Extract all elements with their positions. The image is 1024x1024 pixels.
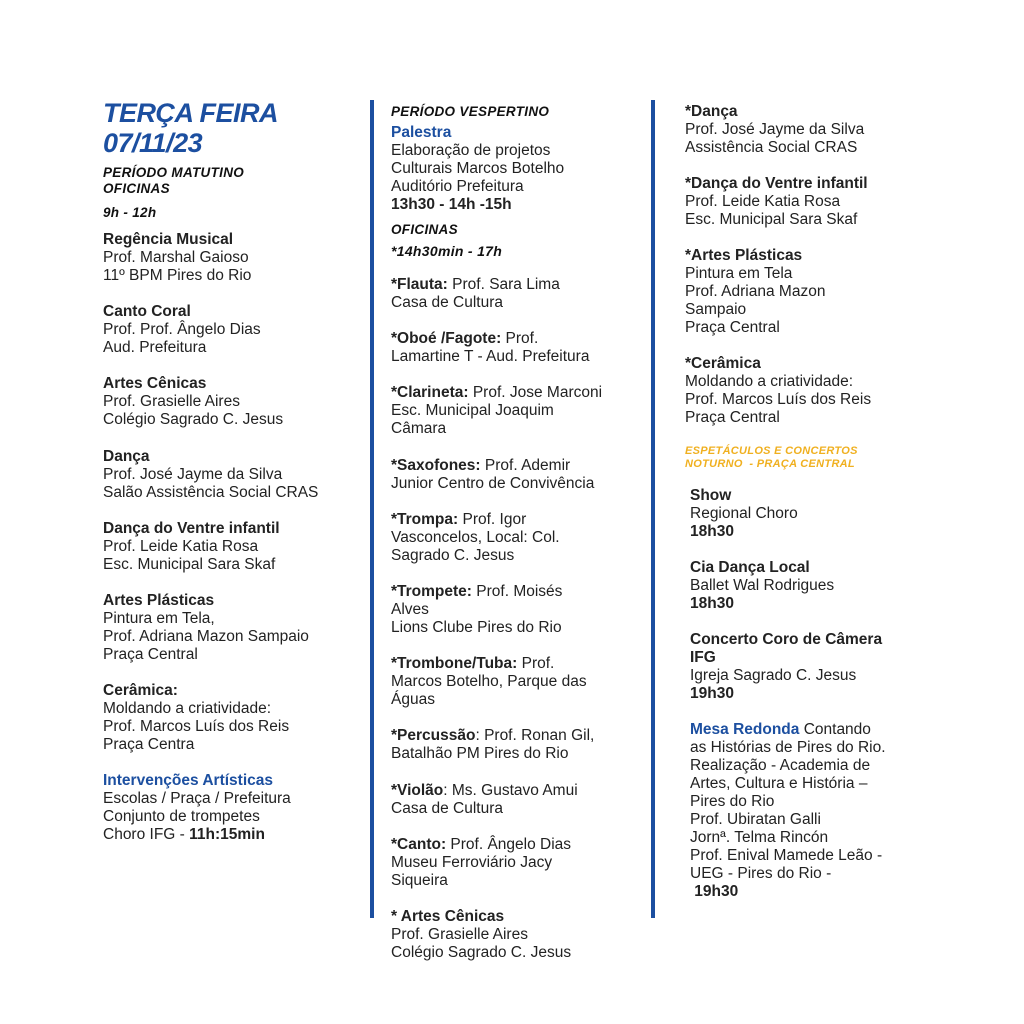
text-line (391, 457, 594, 475)
text-line: *Trompa: (391, 511, 459, 528)
text-line: Cerâmica: (103, 682, 178, 699)
text-line: Dança (103, 448, 150, 465)
text-line: Prof. Moisés (471, 583, 563, 600)
afternoon-item (391, 511, 560, 565)
text-line (391, 276, 560, 294)
text-line: Lions Clube Pires do Rio (391, 619, 562, 636)
text-line: 18h30 (690, 595, 734, 612)
text-line: *Oboé /Fagote: (391, 330, 502, 347)
text-line: Realização - Academia de (690, 757, 871, 774)
text-line: Culturais Marcos Botelho (391, 160, 565, 177)
text-line (391, 655, 587, 673)
text-line: Prof. Ademir (480, 457, 571, 474)
show-item (690, 487, 798, 541)
text-line: 18h30 (690, 523, 734, 540)
text-line: *Cerâmica (685, 355, 761, 372)
text-line: Esc. Municipal Sara Skaf (685, 211, 858, 228)
text-line (103, 826, 291, 844)
text-line: Prof. Grasielle Aires (391, 926, 528, 943)
artistic-interventions (103, 772, 291, 844)
text-line: Praça Central (685, 319, 780, 336)
text-line: Moldando a criatividade: (685, 373, 854, 390)
text-line: Prof. Adriana Mazon Sampaio (103, 628, 309, 645)
column-divider-right (651, 100, 655, 918)
text-line: Cia Dança Local (690, 559, 810, 576)
shows-heading-line1: ESPETÁCULOS E CONCERTOS (685, 445, 858, 457)
afternoon-item (391, 908, 571, 962)
text-line: Choro IFG - (103, 826, 190, 843)
text-line: Esc. Municipal Sara Skaf (103, 556, 276, 573)
day-title: TERÇA FEIRA (103, 98, 278, 128)
text-line: Prof. Grasielle Aires (103, 393, 240, 410)
text-line: Prof. Leide Katia Rosa (103, 538, 259, 555)
text-line: : Ms. Gustavo Amui (443, 782, 578, 799)
text-line: *Percussão (391, 727, 476, 744)
morning-item (103, 448, 318, 502)
text-line: *Artes Plásticas (685, 247, 803, 264)
afternoon-item (391, 330, 589, 366)
text-line: Prof. Enival Mamede Leão - (690, 847, 883, 864)
text-line: 11º BPM Pires do Rio (103, 267, 252, 284)
text-line: Prof. Igor (458, 511, 527, 528)
text-line (391, 782, 578, 800)
text-line: Pires do Rio (690, 793, 775, 810)
text-line: 19h30 (690, 685, 734, 702)
text-line: Colégio Sagrado C. Jesus (103, 411, 284, 428)
text-line: Assistência Social CRAS (685, 139, 858, 156)
text-line: : Prof. Ronan Gil, (475, 727, 595, 744)
text-line: Escolas / Praça / Prefeitura (103, 790, 291, 807)
text-line (391, 511, 560, 529)
afternoon-item (391, 782, 578, 818)
morning-item (103, 520, 280, 574)
text-line: *Trompete: (391, 583, 472, 600)
text-line: Prof. José Jayme da Silva (685, 121, 865, 138)
text-line: Casa de Cultura (391, 800, 504, 817)
show-item (690, 631, 882, 703)
text-line: *Clarineta: (391, 384, 469, 401)
text-line: Moldando a criatividade: (103, 700, 272, 717)
text-line: Artes Cênicas (103, 375, 207, 392)
column-divider-left (370, 100, 374, 918)
text-line (391, 330, 589, 348)
text-line: Igreja Sagrado C. Jesus (690, 667, 857, 684)
afternoon-workshops-label: OFICINAS (391, 222, 458, 237)
afternoon-item (391, 836, 571, 890)
date-title: 07/11/23 (103, 128, 203, 158)
text-line: IFG (690, 649, 716, 666)
afternoon-item (391, 583, 562, 637)
text-line: 11h:15min (189, 826, 265, 843)
text-line: * Artes Cênicas (391, 908, 505, 925)
text-line: Pintura em Tela, (103, 610, 215, 627)
afternoon-item (391, 655, 587, 709)
text-line: *Trombone/Tuba: (391, 655, 518, 672)
text-line: Prof. Adriana Mazon (685, 283, 826, 300)
text-line: Siqueira (391, 872, 448, 889)
text-line: Contando (799, 721, 871, 738)
workshop-item (685, 247, 825, 337)
morning-workshops-label: OFICINAS (103, 181, 170, 196)
text-line: Artes Plásticas (103, 592, 215, 609)
text-line: Prof. Marcos Luís dos Reis (103, 718, 290, 735)
text-line: Artes, Cultura e História – (690, 775, 868, 792)
text-line: Intervenções Artísticas (103, 772, 274, 789)
afternoon-item (391, 276, 560, 312)
text-line: Águas (391, 691, 435, 708)
text-line (391, 583, 562, 601)
morning-time: 9h - 12h (103, 205, 157, 220)
morning-period-label: PERÍODO MATUTINO (103, 165, 245, 180)
text-line: Aud. Prefeitura (103, 339, 207, 356)
text-line (690, 721, 886, 739)
text-line: Prof. Leide Katia Rosa (685, 193, 841, 210)
morning-item (103, 682, 289, 754)
text-line: Colégio Sagrado C. Jesus (391, 944, 572, 961)
text-line: Prof. José Jayme da Silva (103, 466, 283, 483)
text-line: Batalhão PM Pires do Rio (391, 745, 569, 762)
text-line: *Dança (685, 103, 738, 120)
text-line: Prof. Marcos Luís dos Reis (685, 391, 872, 408)
text-line: 19h30 (690, 883, 739, 900)
text-line: Vasconcelos, Local: Col. (391, 529, 560, 546)
text-line: Mesa Redonda (690, 721, 800, 738)
text-line: Esc. Municipal Joaquim (391, 402, 554, 419)
text-line: *Canto: (391, 836, 447, 853)
text-line: Regional Choro (690, 505, 798, 522)
text-line: Auditório Prefeitura (391, 178, 524, 195)
text-line: Museu Ferroviário Jacy (391, 854, 553, 871)
workshop-item (685, 175, 868, 229)
morning-item (103, 592, 309, 664)
text-line: Conjunto de trompetes (103, 808, 260, 825)
text-line: Concerto Coro de Câmera (690, 631, 883, 648)
text-line: Salão Assistência Social CRAS (103, 484, 319, 501)
text-line: Canto Coral (103, 303, 191, 320)
text-line: Prof. Sara Lima (447, 276, 560, 293)
text-line: Jornª. Telma Rincón (690, 829, 829, 846)
text-line: Prof. Ubiratan Galli (690, 811, 821, 828)
text-line (391, 727, 594, 745)
text-line: UEG - Pires do Rio - (690, 865, 832, 882)
text-line: *Flauta: (391, 276, 448, 293)
text-line: Câmara (391, 420, 447, 437)
afternoon-item (391, 457, 594, 493)
text-line: Regência Musical (103, 231, 234, 248)
text-line: Junior Centro de Convivência (391, 475, 595, 492)
text-line: Praça Central (103, 646, 198, 663)
text-line: Praça Centra (103, 736, 195, 753)
text-line: Ballet Wal Rodrigues (690, 577, 835, 594)
text-line: as Histórias de Pires do Rio. (690, 739, 886, 756)
lecture-block (391, 124, 564, 214)
text-line: Prof. Ângelo Dias (446, 836, 572, 853)
text-line: Sagrado C. Jesus (391, 547, 515, 564)
afternoon-item (391, 727, 594, 763)
text-line: Dança do Ventre infantil (103, 520, 280, 537)
text-line: Lamartine T - Aud. Prefeitura (391, 348, 590, 365)
shows-heading-line2: NOTURNO - PRAÇA CENTRAL (685, 458, 855, 470)
text-line (391, 908, 571, 926)
text-line: Prof. (517, 655, 555, 672)
workshop-item (685, 103, 864, 157)
text-line: Pintura em Tela (685, 265, 793, 282)
afternoon-time: *14h30min - 17h (391, 243, 503, 259)
text-line: Elaboração de projetos (391, 142, 551, 159)
text-line: Prof. Jose Marconi (468, 384, 603, 401)
morning-item (103, 375, 283, 429)
text-line: *Violão (391, 782, 444, 799)
text-line: Praça Central (685, 409, 780, 426)
text-line: Casa de Cultura (391, 294, 504, 311)
round-table (690, 721, 886, 901)
afternoon-item (391, 384, 602, 438)
text-line: Marcos Botelho, Parque das (391, 673, 587, 690)
show-item (690, 559, 834, 613)
text-line: *Dança do Ventre infantil (685, 175, 868, 192)
afternoon-period-label: PERÍODO VESPERTINO (391, 104, 550, 119)
text-line: Sampaio (685, 301, 747, 318)
workshop-item (685, 355, 871, 427)
text-line: Prof. Prof. Ângelo Dias (103, 321, 261, 338)
text-line: *Saxofones: (391, 457, 481, 474)
morning-item (103, 231, 251, 285)
text-line: Prof. Marshal Gaioso (103, 249, 249, 266)
text-line: Prof. (501, 330, 539, 347)
text-line: Alves (391, 601, 429, 618)
text-line: Palestra (391, 124, 452, 141)
morning-item (103, 303, 261, 357)
text-line (391, 384, 602, 402)
text-line: 13h30 - 14h -15h (391, 196, 512, 213)
text-line (391, 836, 571, 854)
text-line: Show (690, 487, 732, 504)
